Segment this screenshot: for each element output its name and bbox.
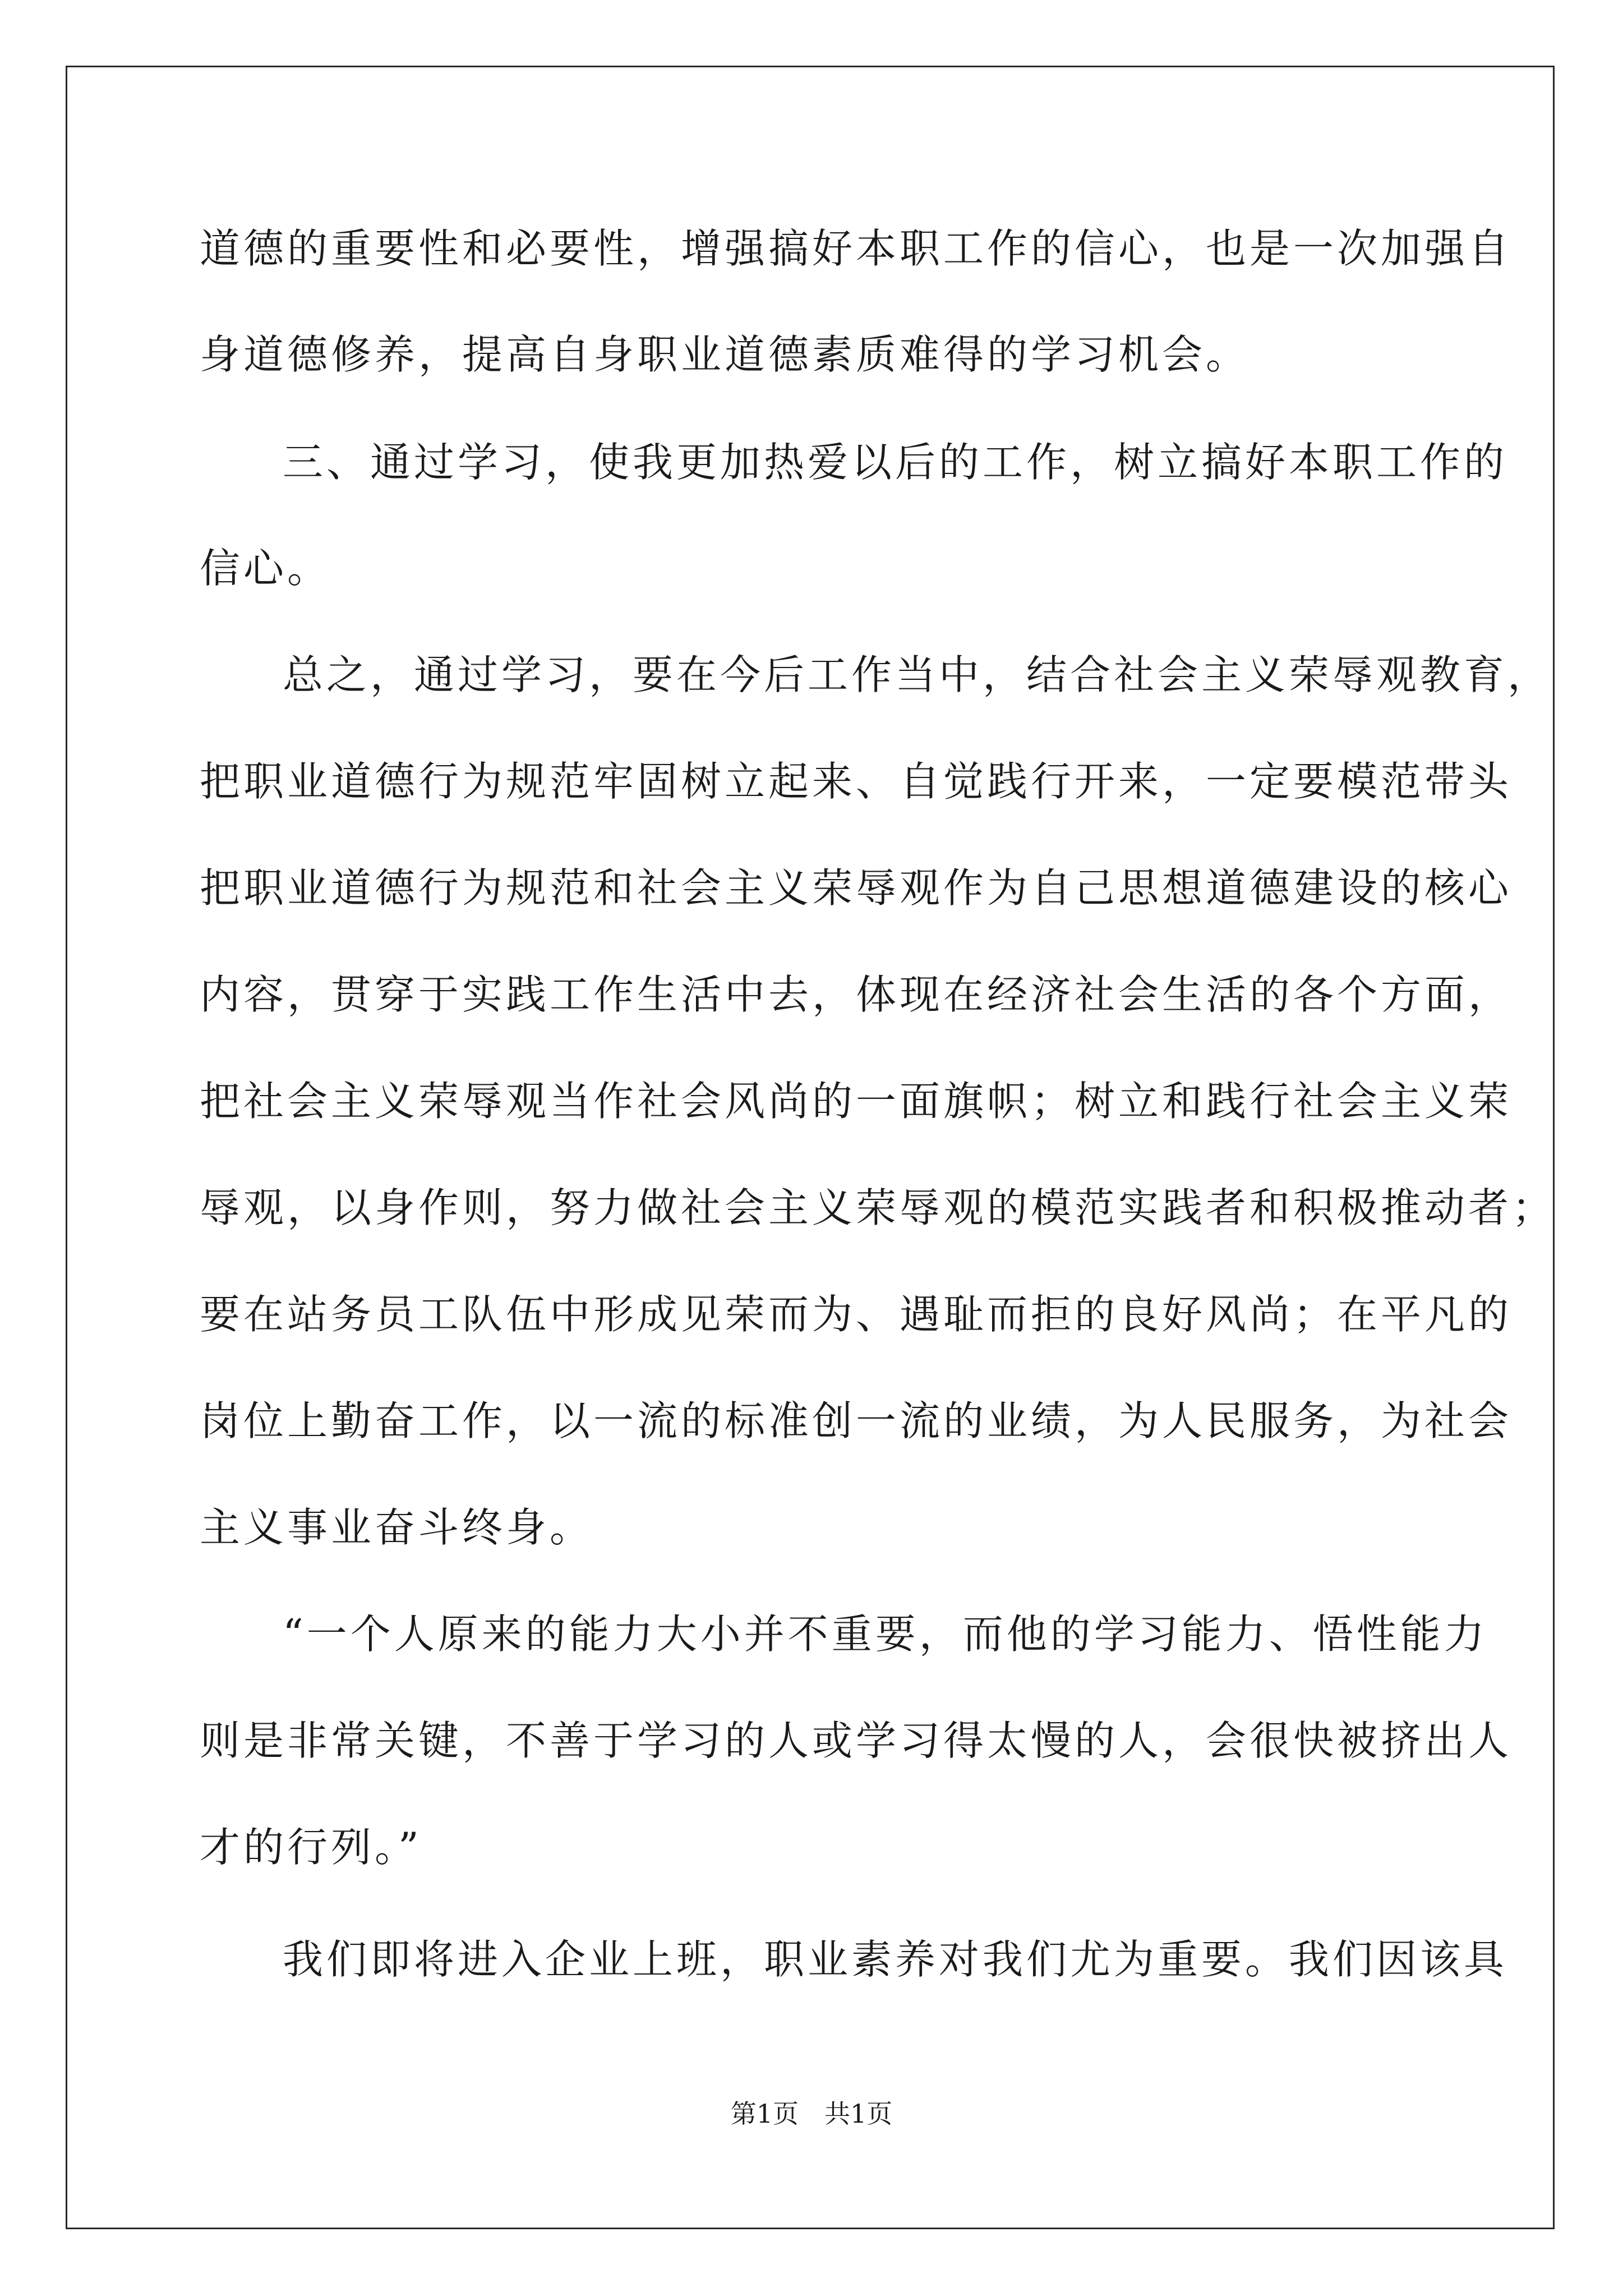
text-line: 则是非常关键，不善于学习的人或学习得太慢的人，会很快被挤出人 [200,1717,1513,1764]
text-line-paragraph-start: 我们即将进入企业上班，职业素养对我们尤为重要。我们因该具 [283,1936,1508,1983]
text-line: 把社会主义荣辱观当作社会风尚的一面旗帜；树立和践行社会主义荣 [200,1078,1513,1125]
text-line: 把职业道德行为规范牢固树立起来、自觉践行开来，一定要模范带头 [200,758,1513,805]
text-line-paragraph-start: “一个人原来的能力大小并不重要，而他的学习能力、悟性能力 [283,1611,1488,1658]
page-footer [0,2101,1623,2127]
text-line: 信心。 [200,545,331,592]
text-line: 辱观，以身作则，努力做社会主义荣辱观的模范实践者和积极推动者； [200,1184,1556,1231]
text-line-paragraph-start: 三、通过学习，使我更加热爱以后的工作，树立搞好本职工作的 [283,439,1508,486]
text-line: 要在站务员工队伍中形成见荣而为、遇耻而拒的良好风尚；在平凡的 [200,1291,1513,1338]
text-line-paragraph-start: 总之，通过学习，要在今后工作当中，结合社会主义荣辱观教育， [283,651,1552,698]
page-border [66,66,1555,2229]
text-line: 把职业道德行为规范和社会主义荣辱观作为自己思想道德建设的核心 [200,864,1513,912]
text-line: 岗位上勤奋工作，以一流的标准创一流的业绩，为人民服务，为社会 [200,1397,1513,1444]
page-number-label: 第1页 共1页 [730,2099,893,2129]
text-line: 道德的重要性和必要性，增强搞好本职工作的信心，也是一次加强自 [200,225,1513,272]
text-line: 主义事业奋斗终身。 [200,1504,594,1551]
text-line: 才的行列。” [200,1824,422,1871]
text-line: 内容，贯穿于实践工作生活中去，体现在经济社会生活的各个方面， [200,971,1513,1018]
text-line: 身道德修养，提高自身职业道德素质难得的学习机会。 [200,331,1250,378]
